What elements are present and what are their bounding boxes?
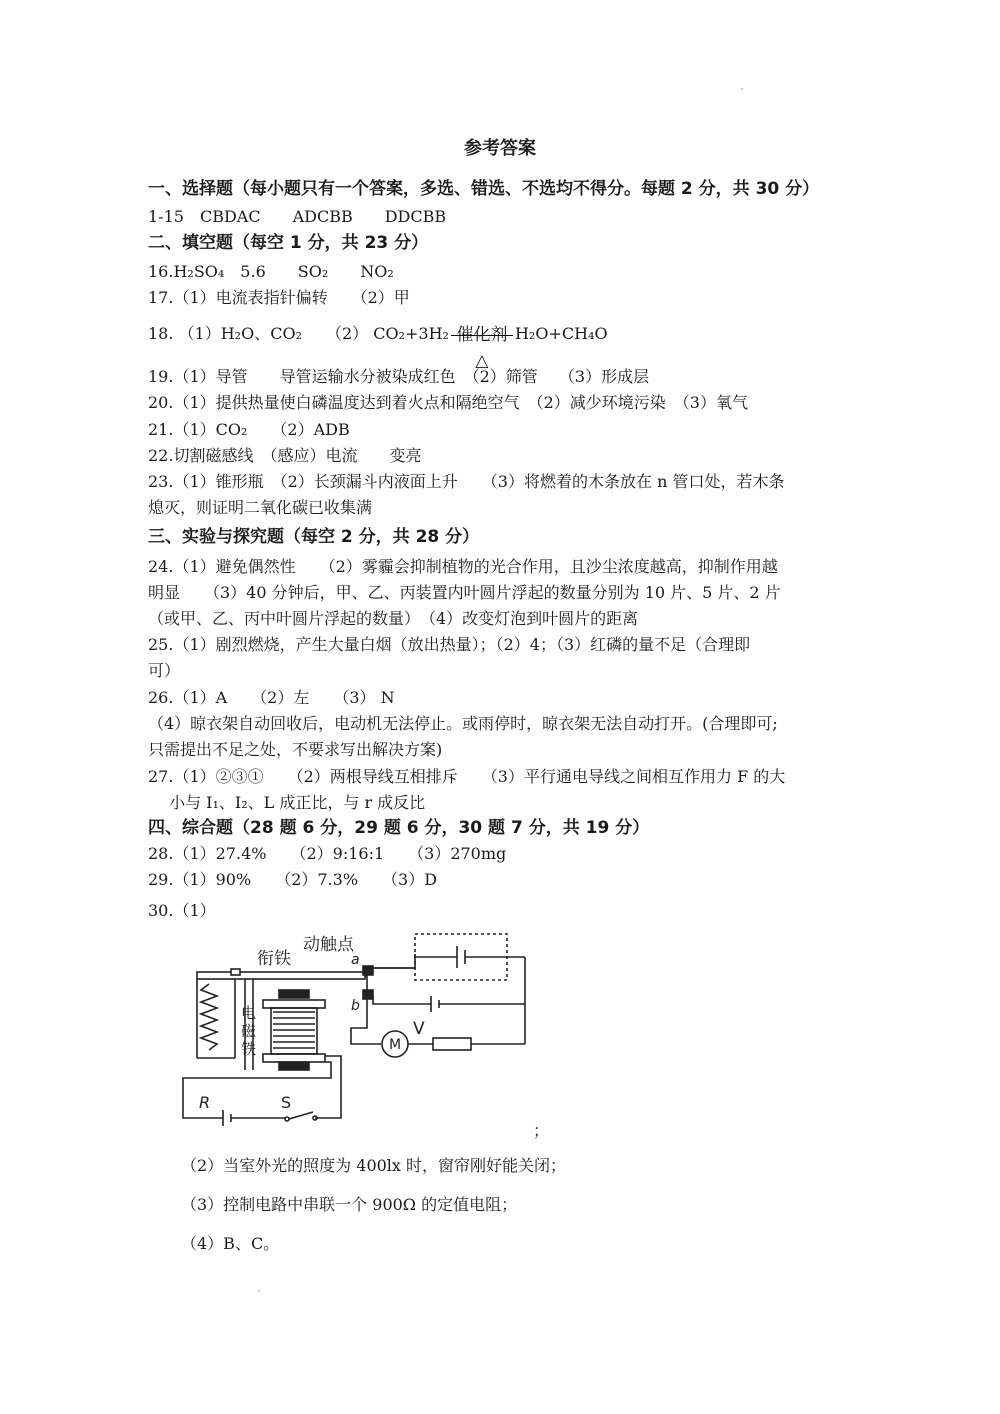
label-electromagnet-2: 磁 — [241, 1022, 257, 1040]
answer-30-2: （2）当室外光的照度为 400lx 时，窗帘刚好能关闭； — [181, 1156, 567, 1175]
scan-speck — [741, 88, 743, 90]
answer-18 — [148, 310, 608, 371]
answer-17: 17.（1）电流表指针偏转 （2）甲 — [148, 288, 410, 307]
answer-26-line1: 26.（1）A （2）左 （3） N — [148, 688, 395, 707]
section-3-heading: 三、实验与探究题（每空 2 分，共 28 分） — [148, 527, 480, 547]
scan-speck — [258, 1290, 260, 1292]
section-1-heading: 一、选择题（每小题只有一个答案，多选、错选、不选均不得分。每题 2 分，共 30 分） — [148, 179, 820, 199]
catalyst-label: 催化剂 — [456, 324, 508, 345]
relay-circuit-diagram — [175, 928, 535, 1136]
answer-22: 22.切割磁感线 （感应）电流 变亮 — [148, 446, 422, 465]
magnet-pole-top — [279, 990, 309, 998]
label-contact-b: b — [351, 998, 360, 1014]
answer-18-product: H₂O+CH₄O — [514, 324, 608, 343]
answer-26-line3: 只需提出不足之处，不要求写出解决方案) — [148, 740, 443, 759]
electromagnet-coil — [271, 1008, 317, 1054]
answer-16: 16.H₂SO₄ 5.6 SO₂ NO₂ — [148, 262, 394, 281]
spring — [201, 984, 217, 1050]
section-2-heading: 二、填空题（每空 1 分，共 23 分） — [148, 233, 429, 253]
label-armature: 衔铁 — [257, 949, 291, 969]
switch-s — [285, 1117, 289, 1121]
answer-25-line1: 25.（1）剧烈燃烧，产生大量白烟（放出热量）；（2）4；（3）红磷的量不足（合理即 — [148, 635, 751, 654]
page-title: 参考答案 — [464, 138, 536, 159]
reaction-arrow-line — [451, 335, 513, 336]
answer-23-line2: 熄灭，则证明二氧化碳已收集满 — [148, 498, 373, 517]
answer-20: 20.（1）提供热量使白磷温度达到着火点和隔绝空气 （2）减少环境污染 （3）氧气 — [148, 393, 748, 412]
answer-24-line3: （或甲、乙、丙中叶圆片浮起的数量） （4）改变灯泡到叶圆片的距离 — [148, 609, 639, 628]
label-electromagnet-1: 电 — [241, 1004, 257, 1022]
label-motor: M — [389, 1037, 402, 1053]
label-voltmeter: V — [413, 1019, 425, 1039]
answer-21: 21.（1）CO₂ （2）ADB — [148, 420, 350, 439]
answer-25-line2: 可） — [148, 661, 181, 680]
answer-29: 29.（1）90% （2）7.3% （3）D — [148, 870, 438, 889]
answer-23-line1: 23.（1）锥形瓶 （2）长颈漏斗内液面上升 （3）将燃着的木条放在 n 管口处，若木条 — [148, 472, 785, 491]
answer-30-label: 30.（1） — [148, 901, 216, 920]
answer-28: 28.（1）27.4% （2）9:16:1 （3）270mg — [148, 844, 507, 863]
reaction-condition — [451, 311, 513, 371]
contact-b — [363, 990, 373, 999]
answer-24-line1: 24.（1）避免偶然性 （2）雾霾会抑制植物的光合作用，且沙尘浓度越高，抑制作用越 — [148, 557, 778, 576]
answer-26-line2: （4）晾衣架自动回收后，电动机无法停止。或雨停时，晾衣架无法自动打开。(合理即可; — [148, 714, 778, 733]
label-resistor: R — [199, 1093, 211, 1112]
answer-30-4: （4）B、C。 — [181, 1234, 280, 1253]
label-moving-contact: 动触点 — [303, 935, 354, 955]
heat-symbol: △ — [475, 350, 489, 371]
section-4-heading: 四、综合题（28 题 6 分，29 题 6 分，30 题 7 分，共 19 分） — [148, 818, 650, 838]
answer-19: 19.（1）导管 导管运输水分被染成红色 （2）筛管 （3）形成层 — [148, 367, 650, 386]
working-resistor — [433, 1038, 471, 1050]
contact-a — [363, 966, 373, 975]
answer-1-15: 1-15 CBDAC ADCBB DDCBB — [148, 207, 447, 226]
label-switch: S — [281, 1093, 292, 1112]
armature-bar — [197, 972, 365, 979]
diagram-semicolon: ； — [533, 1121, 550, 1140]
label-contact-a: a — [351, 952, 360, 968]
label-electromagnet-3: 铁 — [241, 1040, 257, 1058]
answer-27-line1: 27.（1）②③① （2）两根导线互相排斥 （3）平行通电导线之间相互作用力 F 的大 — [148, 767, 786, 786]
answer-18-part1: 18. （1）H₂O、CO₂ （2） CO₂+3H₂ — [148, 324, 449, 343]
answer-24-line2: 明显 （3）40 分钟后，甲、乙、丙装置内叶圆片浮起的数量分别为 10 片、5 片、2 片 — [148, 583, 781, 602]
answer-30-3: （3）控制电路中串联一个 900Ω 的定值电阻； — [181, 1195, 518, 1214]
answer-27-line2: 小与 I₁、I₂、L 成正比，与 r 成反比 — [148, 793, 426, 812]
pivot — [231, 969, 240, 975]
